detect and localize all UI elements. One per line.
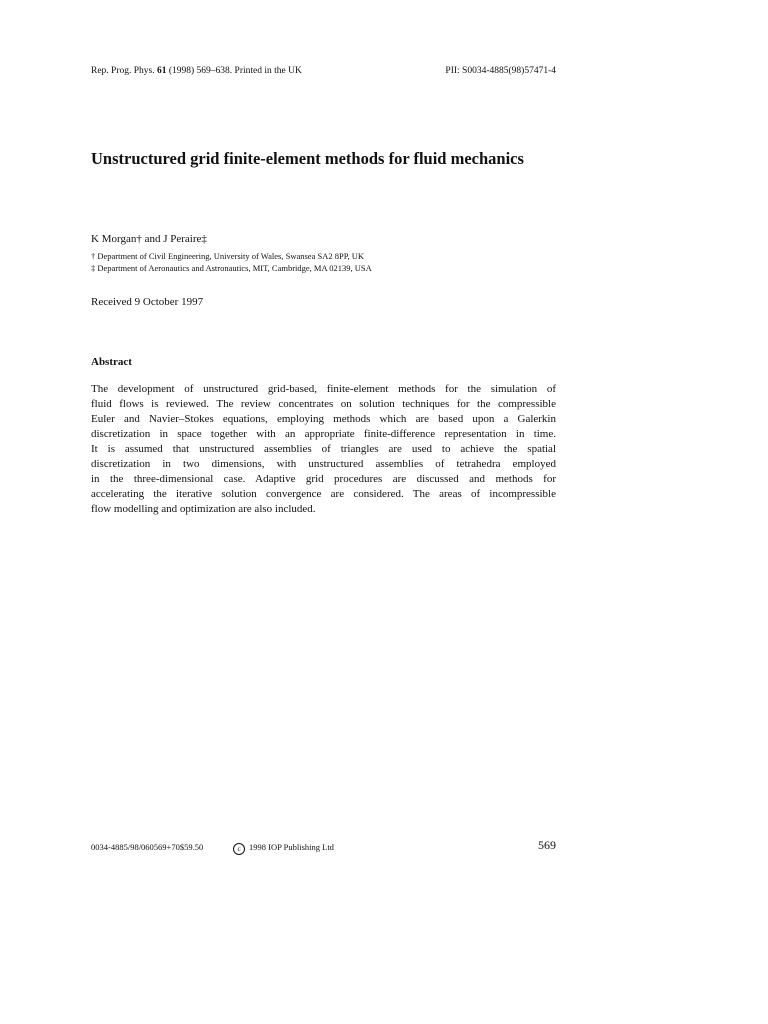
- journal-prefix: Rep. Prog. Phys.: [91, 66, 157, 76]
- abstract-line: discretization in space together with an appropriate finite-difference representation in time.: [91, 428, 556, 440]
- article-code: 0034-4885/98/060569+70$59.50: [91, 842, 204, 852]
- copyright-text: 1998 IOP Publishing Ltd: [249, 842, 334, 852]
- page-number: 569: [538, 838, 556, 852]
- abstract-line: discretization in two dimensions, with unstructured assemblies of tetrahedra employed: [91, 458, 556, 470]
- pii-code: PII: S0034-4885(98)57471-4: [445, 66, 556, 76]
- abstract-line: flow modelling and optimization are also included.: [91, 503, 316, 515]
- journal-citation: [91, 64, 302, 78]
- journal-volume: 61: [156, 66, 167, 76]
- abstract-heading: Abstract: [91, 356, 132, 368]
- copyright-icon: c: [233, 843, 245, 855]
- abstract-line: in the three-dimensional case. Adaptive grid procedures are discussed and methods for: [91, 473, 556, 485]
- abstract-line: accelerating the iterative solution convergence are considered. The areas of incompressible: [91, 488, 556, 500]
- journal-suffix: (1998) 569–638. Printed in the UK: [166, 66, 302, 76]
- page-footer: [91, 838, 556, 854]
- abstract-line: fluid flows is reviewed. The review concentrates on solution techniques for the compressible: [91, 398, 556, 410]
- abstract-line: It is assumed that unstructured assemblies of triangles are used to achieve the spatial: [91, 443, 556, 455]
- affiliation-1: † Department of Civil Engineering, University of Wales, Swansea SA2 8PP, UK: [91, 251, 365, 261]
- received-date: Received 9 October 1997: [91, 296, 204, 308]
- abstract-line: Euler and Navier–Stokes equations, employing methods which are based upon a Galerkin: [91, 413, 556, 425]
- abstract-line: The development of unstructured grid-based, finite-element methods for the simulation of: [91, 383, 556, 395]
- running-head: [91, 64, 556, 78]
- abstract-body: [91, 382, 556, 517]
- paper-title: Unstructured grid finite-element methods for fluid mechanics: [91, 149, 524, 168]
- copyright-notice: [233, 841, 334, 855]
- affiliation-2: ‡ Department of Aeronautics and Astronautics, MIT, Cambridge, MA 02139, USA: [91, 263, 372, 273]
- author-list: K Morgan† and J Peraire‡: [91, 233, 207, 245]
